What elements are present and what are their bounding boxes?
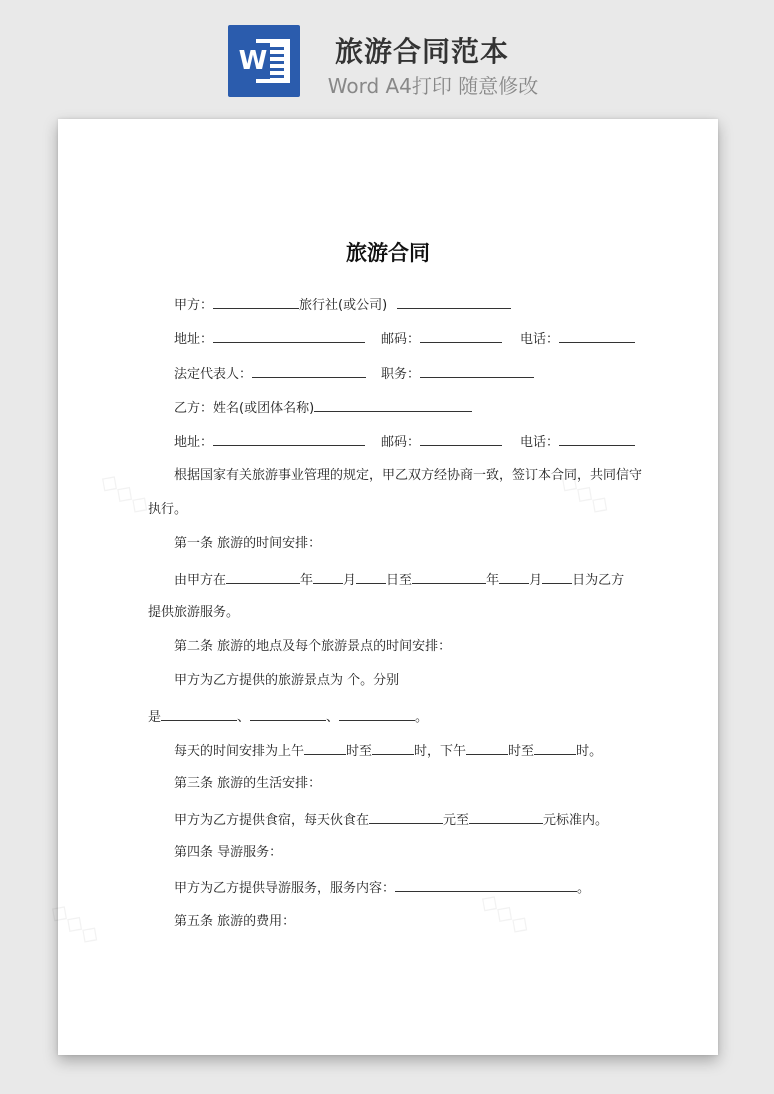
guide-service-blank[interactable]	[395, 878, 577, 892]
from-label: 由甲方在	[174, 573, 227, 588]
article-2-title: 第二条 旅游的地点及每个旅游景点的时间安排：	[174, 639, 452, 654]
postcode-field	[381, 329, 502, 349]
header-subtitle: Word A4打印 随意修改	[327, 74, 539, 98]
spot-blank-3[interactable]	[339, 707, 415, 721]
phone2-blank[interactable]	[559, 432, 635, 446]
party-a-line	[174, 295, 511, 315]
header-title: 旅游合同范本	[334, 35, 509, 68]
party-a-blank-2[interactable]	[397, 295, 511, 309]
article-2-spots	[148, 707, 428, 727]
postcode2-blank[interactable]	[420, 432, 502, 446]
article-1-title: 第一条 旅游的时间安排：	[174, 536, 322, 551]
article-4-title: 第四条 导游服务：	[174, 845, 283, 860]
year-label: 年	[300, 573, 314, 588]
month-label: 月	[343, 573, 357, 588]
address2-label: 地址：	[174, 435, 214, 450]
day-to-label: 日至	[386, 573, 413, 588]
party-b-line	[174, 398, 472, 418]
party-b-label: 乙方：姓名(或团体名称)	[174, 401, 315, 416]
word-letter: W	[236, 43, 270, 79]
intro-line-1: 根据国家有关旅游事业管理的规定，甲乙双方经协商一致，签订本合同，共同信守	[174, 468, 643, 483]
spot-blank-2[interactable]	[250, 707, 326, 721]
phone-field	[520, 329, 635, 349]
watermark: ◇◇◇	[554, 465, 617, 521]
postcode-label: 邮码：	[381, 332, 421, 347]
end-month-blank[interactable]	[499, 570, 529, 584]
word-icon	[228, 25, 300, 97]
spot-blank-1[interactable]	[161, 707, 237, 721]
legal-rep-label: 法定代表人：	[174, 367, 253, 382]
meal-prefix: 甲方为乙方提供食宿，每天伙食在	[174, 813, 370, 828]
yuan-std-label: 元标准内。	[543, 813, 609, 828]
party-a-blank[interactable]	[213, 295, 299, 309]
hour-pm-label: 时，下午	[414, 744, 467, 759]
address-label: 地址：	[174, 332, 214, 347]
separator-2: 、	[326, 710, 340, 725]
position-blank[interactable]	[420, 364, 534, 378]
article-3-title: 第三条 旅游的生活安排：	[174, 776, 322, 791]
is-label: 是	[148, 710, 162, 725]
postcode2-field	[381, 432, 502, 452]
end-year-blank[interactable]	[412, 570, 486, 584]
start-month-blank[interactable]	[313, 570, 343, 584]
article-5-title: 第五条 旅游的费用：	[174, 914, 296, 929]
article-2-line-1: 甲方为乙方提供的旅游景点为 个。分别	[174, 673, 400, 688]
pm-start-blank[interactable]	[466, 741, 508, 755]
hour-end-label: 时。	[576, 744, 603, 759]
am-end-blank[interactable]	[372, 741, 414, 755]
phone2-label: 电话：	[520, 435, 560, 450]
intro-line-2: 执行。	[148, 502, 188, 517]
phone-label: 电话：	[520, 332, 560, 347]
period-2: 。	[577, 881, 591, 896]
day-end-label: 日为乙方	[572, 573, 625, 588]
watermark: ◇◇◇	[94, 465, 157, 521]
am-start-blank[interactable]	[304, 741, 346, 755]
watermark: ◇◇◇	[44, 895, 107, 951]
hour-to-label: 时至	[346, 744, 373, 759]
end-day-blank[interactable]	[542, 570, 572, 584]
separator: 、	[237, 710, 251, 725]
phone2-field	[520, 432, 635, 452]
article-1-line-2: 提供旅游服务。	[148, 605, 240, 620]
postcode-blank[interactable]	[420, 329, 502, 343]
party-a-label: 甲方：	[174, 298, 214, 313]
address-blank[interactable]	[213, 329, 365, 343]
start-year-blank[interactable]	[226, 570, 300, 584]
postcode2-label: 邮码：	[381, 435, 421, 450]
start-day-blank[interactable]	[356, 570, 386, 584]
article-3-line	[174, 810, 608, 830]
document-title: 旅游合同	[346, 241, 430, 265]
meal-max-blank[interactable]	[469, 810, 543, 824]
pm-end-blank[interactable]	[534, 741, 576, 755]
article-1-dates	[174, 570, 624, 590]
address-line	[174, 329, 365, 349]
daily-prefix: 每天的时间安排为上午	[174, 744, 305, 759]
guide-prefix: 甲方为乙方提供导游服务，服务内容：	[174, 881, 396, 896]
header	[0, 0, 774, 110]
party-a-suffix: 旅行社(或公司)	[299, 298, 388, 313]
position-field	[381, 364, 534, 384]
yuan-to-label: 元至	[443, 813, 470, 828]
period: 。	[415, 710, 429, 725]
address2-blank[interactable]	[213, 432, 365, 446]
watermark: ◇◇◇	[474, 885, 537, 941]
party-b-blank[interactable]	[314, 398, 472, 412]
address2-line	[174, 432, 365, 452]
position-label: 职务：	[381, 367, 421, 382]
year-label-2: 年	[486, 573, 500, 588]
legal-rep-blank[interactable]	[252, 364, 366, 378]
daily-schedule-line	[174, 741, 602, 761]
phone-blank[interactable]	[559, 329, 635, 343]
article-4-line	[174, 878, 590, 898]
legal-rep-line	[174, 364, 366, 384]
meal-min-blank[interactable]	[369, 810, 443, 824]
document-page	[44, 119, 718, 1055]
hour-to-label-2: 时至	[508, 744, 535, 759]
month-label-2: 月	[529, 573, 543, 588]
